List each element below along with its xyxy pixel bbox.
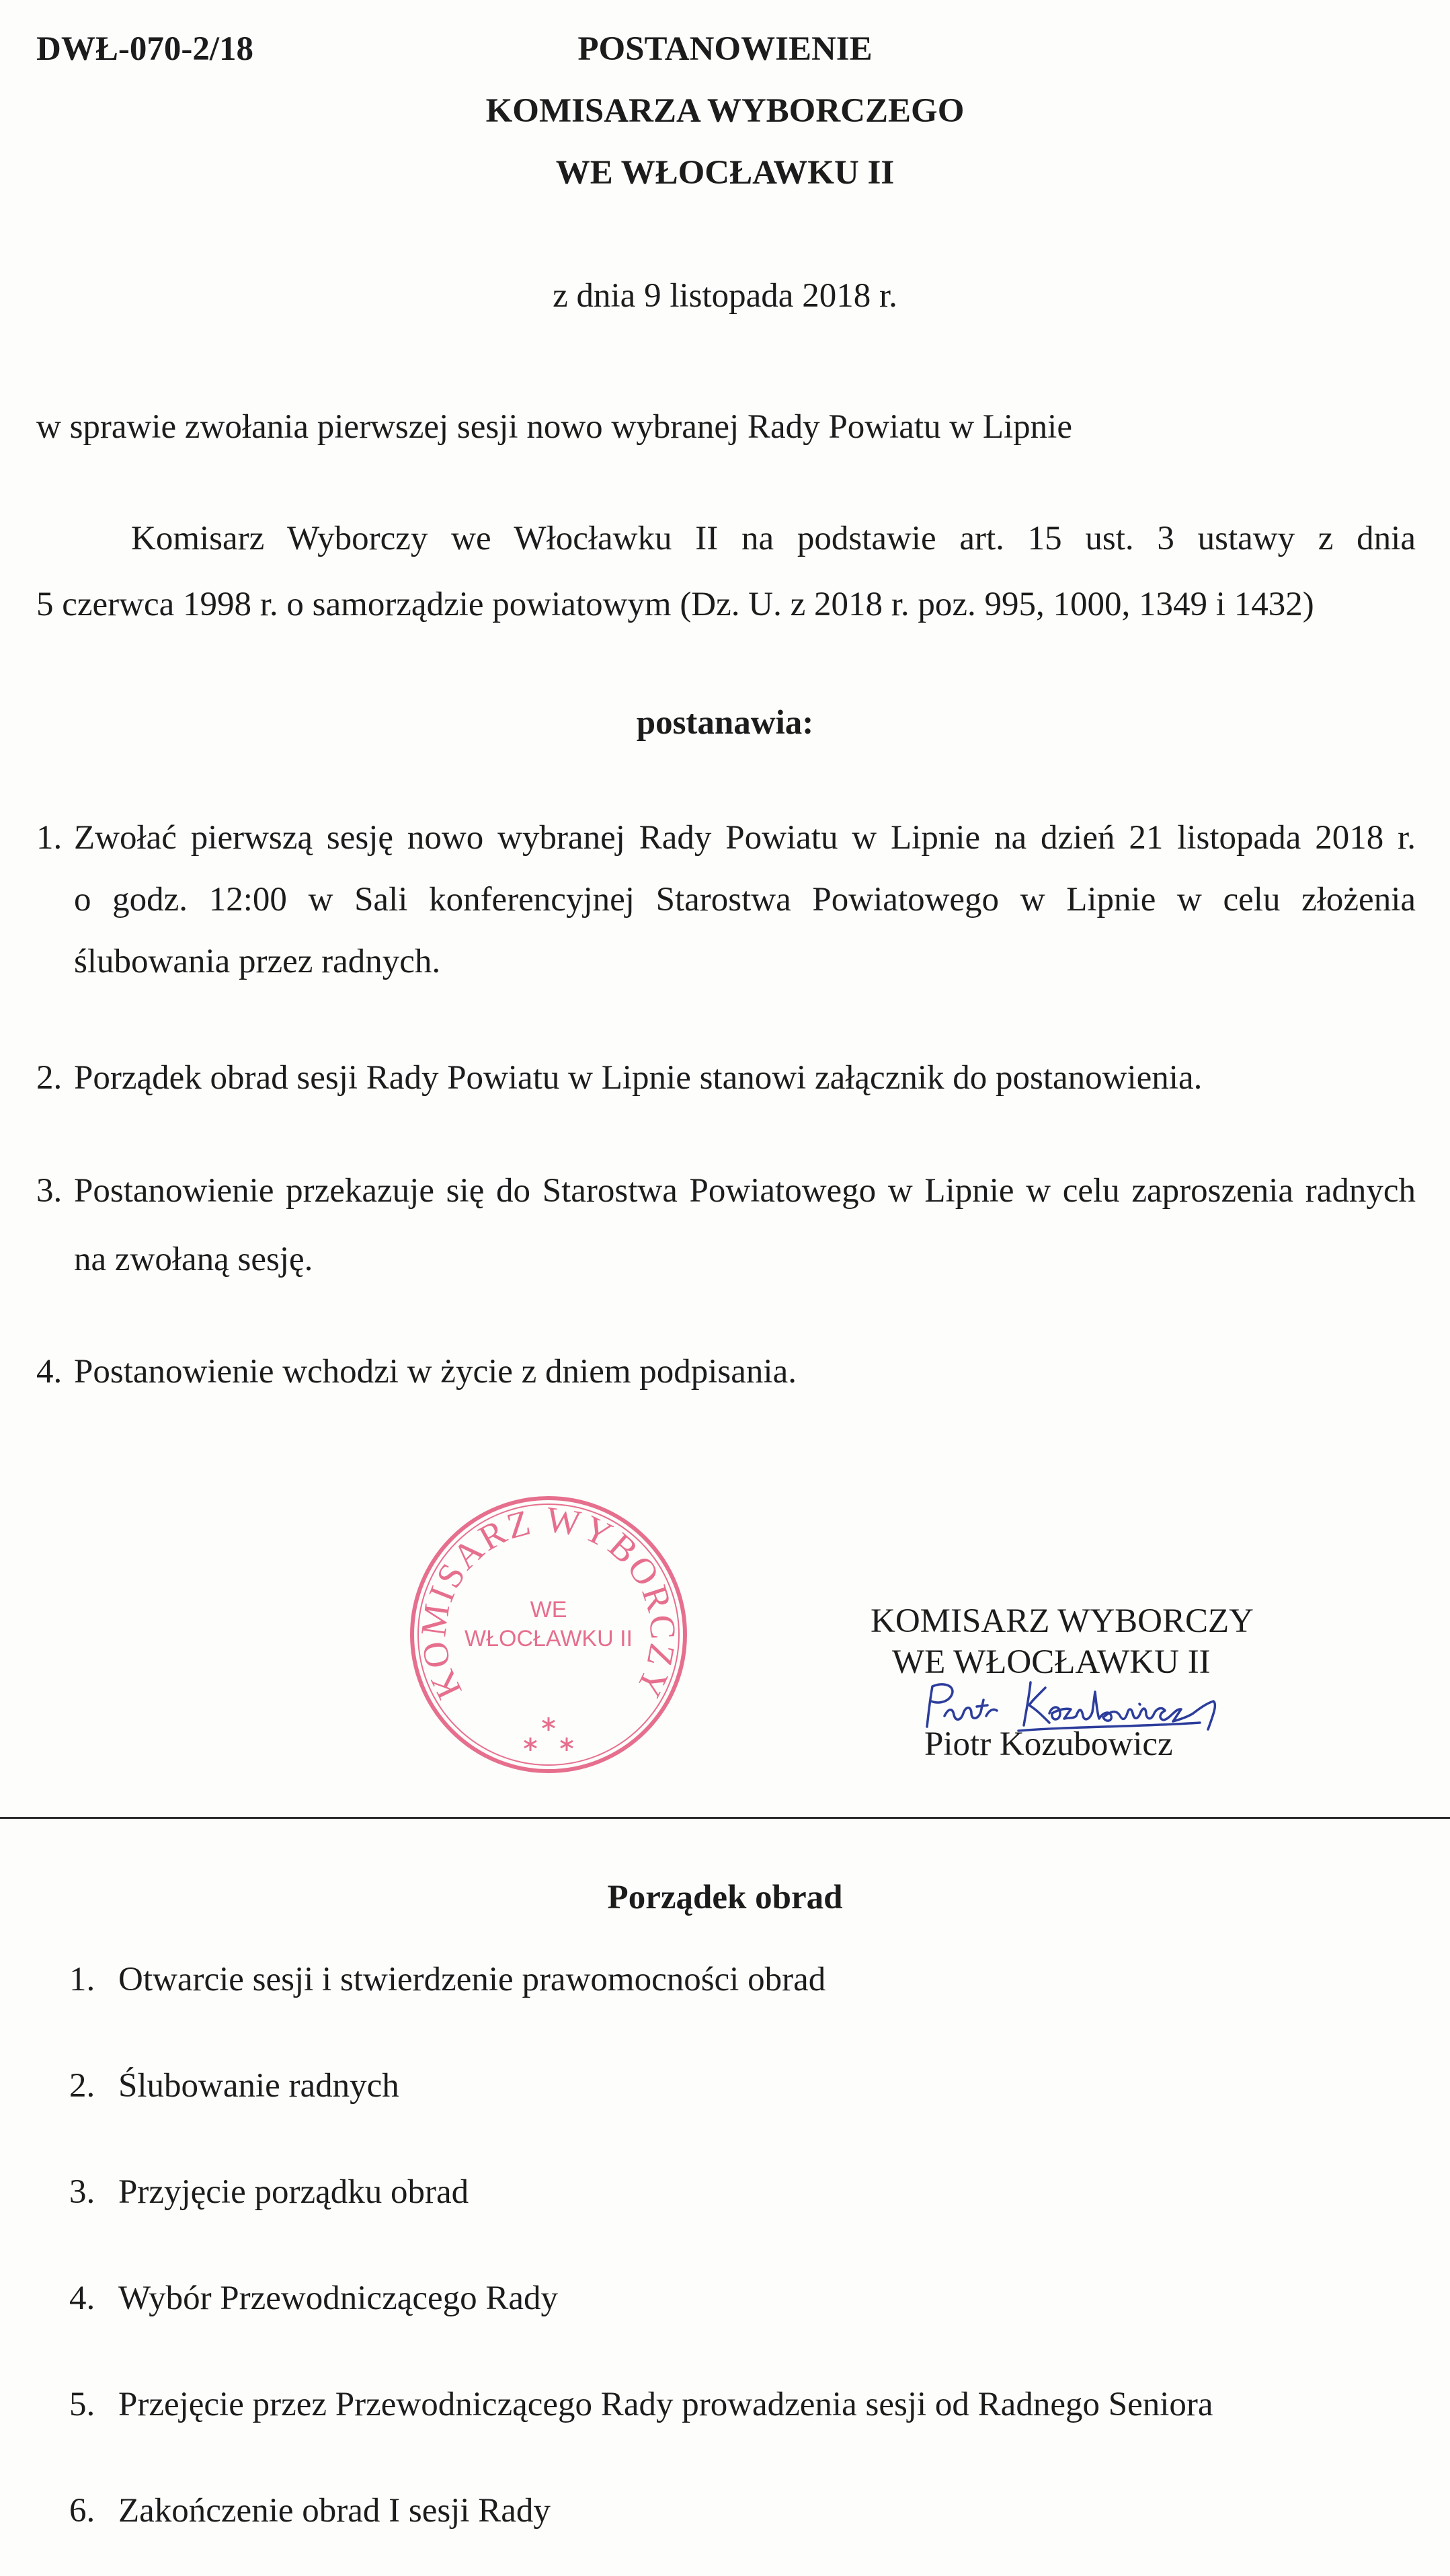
preamble-line: Komisarz Wyborczy we Włocławku II na podstawie art. 15 ust. 3 ustawy z dnia (131, 520, 1416, 557)
item-line: na zwołaną sesję. (74, 1241, 313, 1278)
agenda-item-number: 3. (69, 2173, 95, 2211)
document-subject: w sprawie zwołania pierwszej sesji nowo wybranej Rady Powiatu w Lipnie (36, 408, 1072, 446)
stamp-ring-text: KOMISARZ WYBORCZY (413, 1499, 684, 1706)
item-number: 4. (36, 1353, 63, 1391)
signature-title-line-2: WE WŁOCŁAWKU II (892, 1643, 1211, 1681)
agenda-item-text: Przyjęcie porządku obrad (118, 2173, 469, 2211)
agenda-item-number: 4. (69, 2279, 95, 2317)
reference-number: DWŁ-070-2/18 (36, 30, 253, 68)
agenda-item-text: Przejęcie przez Przewodniczącego Rady prowadzenia sesji od Radnego Seniora (118, 2386, 1213, 2423)
decision-heading: postanawia: (636, 704, 814, 742)
agenda-item-number: 5. (69, 2386, 95, 2423)
section-divider (0, 1817, 1450, 1819)
item-line: Zwołać pierwszą sesję nowo wybranej Rady Powiatu w Lipnie na dzień 21 listopada 2018 r. (74, 819, 1416, 857)
item-line: ślubowania przez radnych. (74, 943, 441, 980)
item-number: 2. (36, 1059, 63, 1097)
item-line: o godz. 12:00 w Sali konferencyjnej Starostwa Powiatowego w Lipnie w celu złożenia (74, 881, 1416, 919)
resolution-item-2 (36, 1047, 1416, 1109)
agenda-item (69, 2139, 1414, 2245)
agenda-item (69, 2245, 1414, 2351)
resolution-item-4 (36, 1341, 1416, 1403)
item-text (74, 1341, 1416, 1403)
stamp-stars (524, 1717, 573, 1751)
signer-name: Piotr Kozubowicz (924, 1725, 1173, 1763)
agenda-item-number: 6. (69, 2492, 95, 2530)
item-text (74, 1047, 1416, 1109)
title-line-3: WE WŁOCŁAWKU II (555, 154, 895, 192)
agenda-item (69, 2458, 1414, 2564)
item-line: Porządek obrad sesji Rady Powiatu w Lipnie stanowi załącznik do postanowienia. (74, 1059, 1203, 1097)
agenda-item-text: Wybór Przewodniczącego Rady (118, 2279, 559, 2317)
agenda-item-text: Zakończenie obrad I sesji Rady (118, 2492, 551, 2530)
agenda-item-number: 1. (69, 1961, 95, 1998)
title-line-2: KOMISARZA WYBORCZEGO (485, 92, 965, 130)
stamp-center-line-2: WŁOCŁAWKU II (465, 1625, 633, 1651)
document-date: z dnia 9 listopada 2018 r. (553, 277, 897, 315)
item-line: Postanowienie przekazuje się do Starostwa Powiatowego w Lipnie w celu zaproszenia radnych (74, 1172, 1416, 1210)
document-title (0, 18, 1450, 204)
agenda-item-text: Otwarcie sesji i stwierdzenie prawomocności obrad (118, 1961, 826, 1998)
item-text (74, 807, 1416, 992)
agenda-item (69, 2351, 1414, 2458)
agenda-item (69, 1926, 1414, 2033)
agenda-heading: Porządek obrad (607, 1879, 843, 1916)
star-icon (542, 1717, 555, 1731)
official-stamp (404, 1490, 693, 1779)
star-icon (561, 1738, 573, 1751)
resolution-item-3 (36, 1157, 1416, 1294)
item-number: 1. (36, 819, 63, 857)
agenda-item-number: 2. (69, 2067, 95, 2105)
agenda-item-text: Ślubowanie radnych (118, 2067, 399, 2105)
star-icon (524, 1738, 536, 1751)
preamble-paragraph (36, 506, 1416, 637)
item-line: Postanowienie wchodzi w życie z dniem podpisania. (74, 1353, 797, 1391)
resolution-item-1 (36, 807, 1416, 992)
item-text (74, 1157, 1416, 1294)
preamble-line: 5 czerwca 1998 r. o samorządzie powiatowym (Dz. U. z 2018 r. poz. 995, 1000, 1349 i 1432) (36, 586, 1314, 623)
item-number: 3. (36, 1172, 63, 1210)
agenda-item (69, 2033, 1414, 2139)
signature-title-line-1: KOMISARZ WYBORCZY (871, 1602, 1254, 1640)
title-line-1: POSTANOWIENIE (577, 30, 873, 68)
agenda-list (69, 1926, 1414, 2564)
stamp-center-line-1: WE (530, 1596, 567, 1623)
